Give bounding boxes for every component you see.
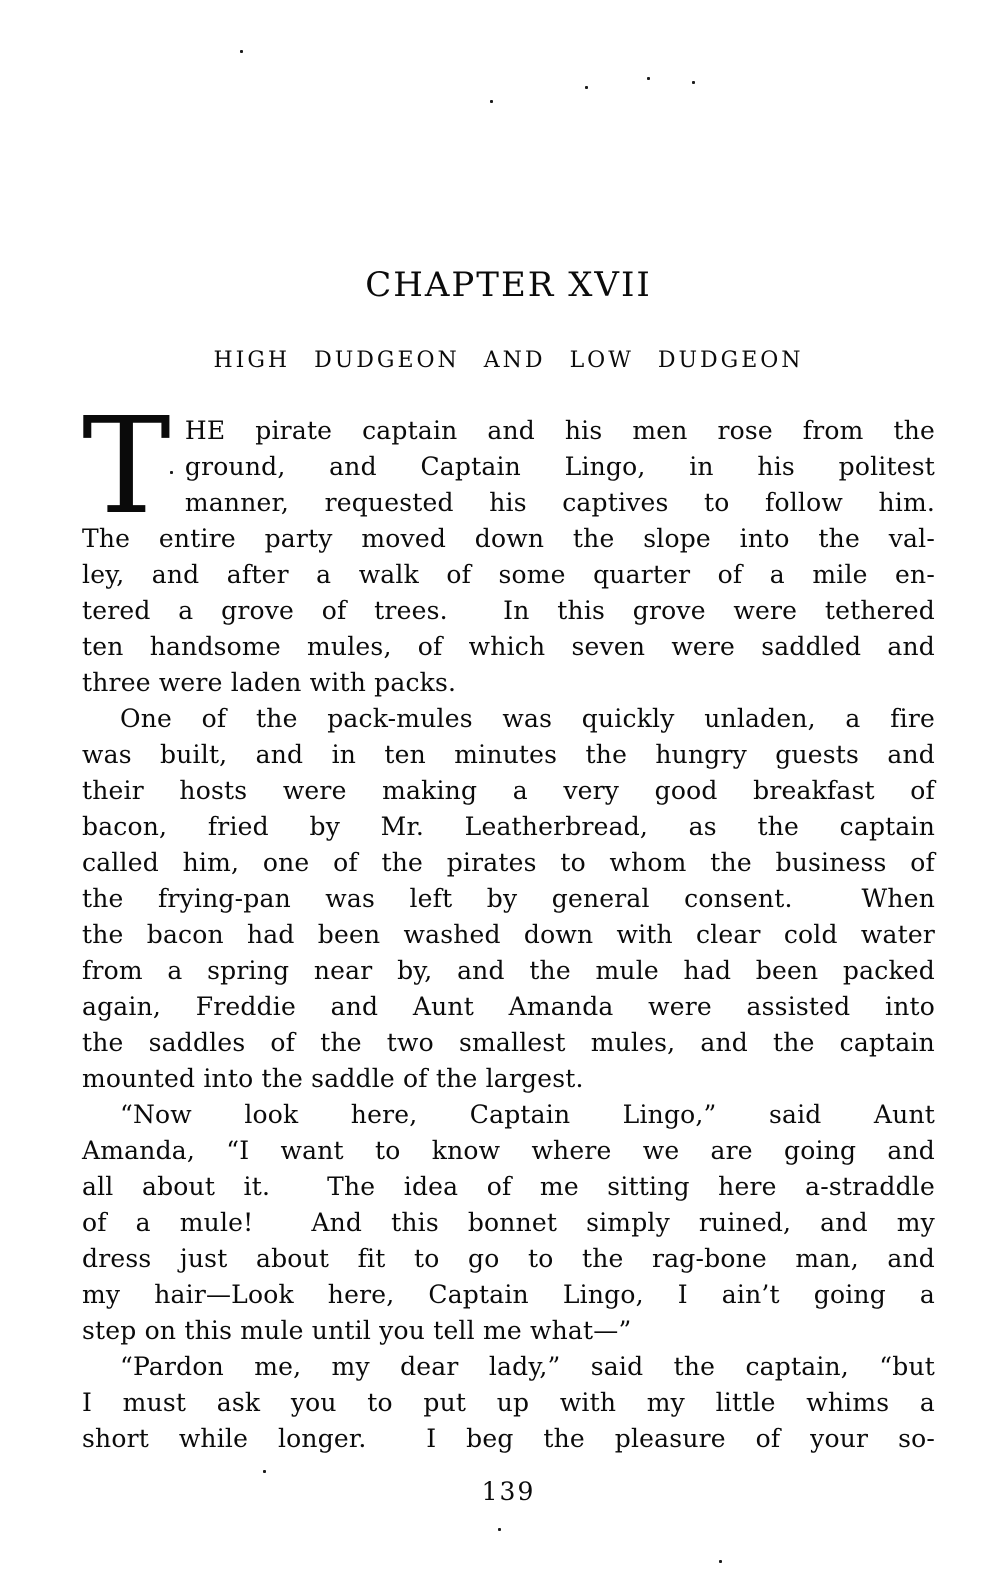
scan-speckle [263, 1470, 266, 1473]
text-line: the frying-pan was left by general consent. When [82, 884, 935, 913]
text-line: from a spring near by, and the mule had been packed [82, 956, 935, 985]
chapter-title: CHAPTER XVII [365, 265, 652, 305]
text-line: ley, and after a walk of some quarter of a mile en- [82, 560, 935, 589]
scan-speckle [647, 77, 650, 80]
text-line: manner, requested his captives to follow him. [184, 488, 935, 517]
drop-cap-letter: T [82, 390, 171, 544]
scan-speckle [490, 100, 493, 103]
text-line: step on this mule until you tell me what—” [82, 1316, 632, 1345]
scan-speckle [719, 1560, 722, 1563]
text-line: “Now look here, Captain Lingo,” said Aunt [120, 1100, 935, 1129]
text-line: dress just about fit to go to the rag-bone man, and [82, 1244, 935, 1273]
paragraph [82, 390, 935, 701]
scan-speckle [692, 81, 695, 84]
paragraph [82, 701, 935, 1097]
text-line: the saddles of the two smallest mules, and the captain [82, 1028, 935, 1057]
text-line: bacon, fried by Mr. Leatherbread, as the captain [82, 812, 935, 841]
scan-speckle [240, 50, 243, 53]
text-line: short while longer. I beg the pleasure of your so- [82, 1424, 935, 1453]
text-line: called him, one of the pirates to whom the business of [82, 848, 935, 877]
text-line: Amanda, “I want to know where we are going and [82, 1136, 935, 1165]
text-line: ground, and Captain Lingo, in his politest [184, 452, 935, 481]
text-line: mounted into the saddle of the largest. [82, 1064, 584, 1093]
text-line: of a mule! And this bonnet simply ruined, and my [82, 1208, 935, 1237]
chapter-subtitle: HIGH DUDGEON AND LOW DUDGEON [213, 348, 804, 373]
text-line: “Pardon me, my dear lady,” said the captain, “but [120, 1352, 935, 1381]
text-line: all about it. The idea of me sitting here a-straddle [82, 1172, 935, 1201]
text-line: was built, and in ten minutes the hungry guests and [82, 740, 935, 769]
paragraph [82, 1349, 935, 1457]
text-line: ten handsome mules, of which seven were saddled and [82, 632, 935, 661]
body-text [82, 390, 935, 1457]
text-line: their hosts were making a very good breakfast of [82, 776, 935, 805]
text-block [82, 265, 935, 1457]
text-line: One of the pack-mules was quickly unladen, a fire [120, 704, 935, 733]
scan-speckle [498, 1528, 501, 1531]
text-line: tered a grove of trees. In this grove were tethered [82, 596, 935, 625]
text-line: my hair—Look here, Captain Lingo, I ain’t going a [82, 1280, 935, 1309]
text-line: The entire party moved down the slope into the val- [82, 524, 935, 553]
scan-speckle [585, 86, 588, 89]
text-line: HE pirate captain and his men rose from the [184, 416, 935, 445]
paragraph [82, 1097, 935, 1349]
page-number: 139 [481, 1477, 536, 1506]
text-line: I must ask you to put up with my little whims a [82, 1388, 935, 1417]
text-line: the bacon had been washed down with clear cold water [82, 920, 935, 949]
text-line: three were laden with packs. [82, 668, 457, 697]
text-line: again, Freddie and Aunt Amanda were assisted into [82, 992, 935, 1021]
